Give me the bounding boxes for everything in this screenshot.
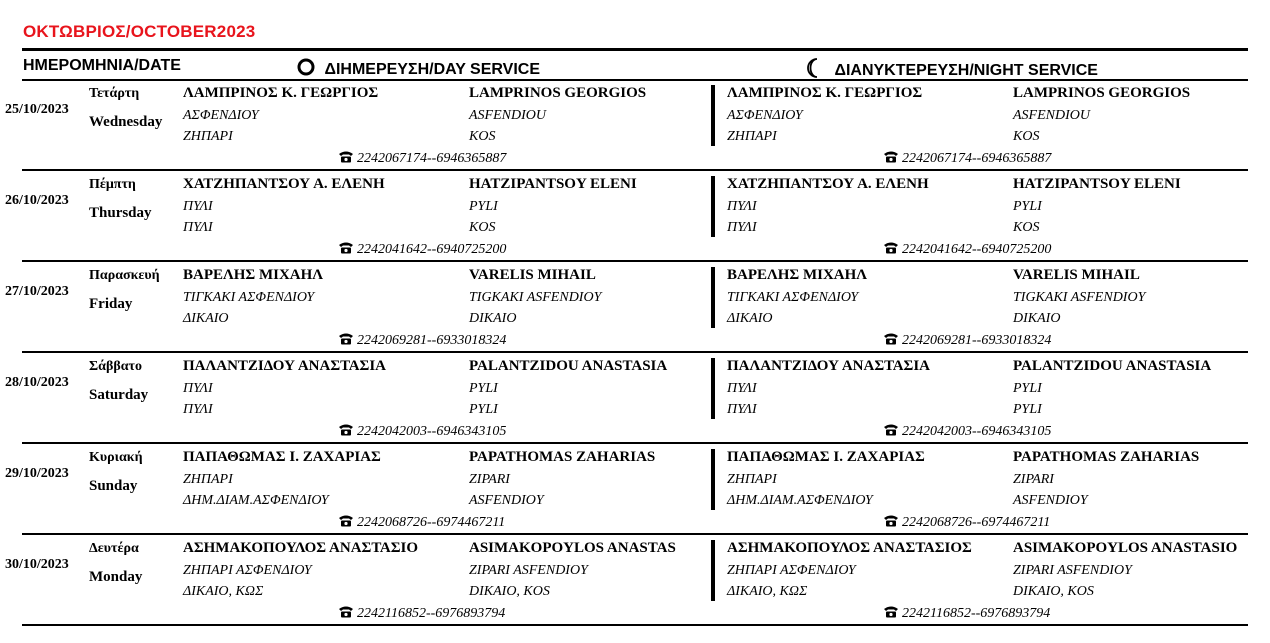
day-address-line2-greek: ΖΗΠΑΡΙ [183,129,233,144]
date-column-header: ΗΜΕΡΟΜΗΝΙΑ/DATE [23,57,181,74]
page-title: ΟΚΤΩΒΡΙΟΣ/OCTOBER2023 [23,22,256,41]
column-divider [711,267,715,328]
phone-icon [883,241,899,254]
column-divider [711,176,715,237]
schedule-row [0,354,1270,445]
night-address-line2-greek: ΔΙΚΑΙΟ [727,311,773,326]
schedule-row [0,172,1270,263]
day-phone [338,150,506,167]
row-day-english: Sunday [89,478,138,494]
header-top-rule [22,48,1248,51]
night-pharmacist-name-greek: ΠΑΠΑΘΩΜΑΣ Ι. ΖΑΧΑΡΙΑΣ [727,449,925,465]
row-separator [22,260,1248,262]
day-address-line1-latin: PYLI [469,199,498,214]
day-address-line1-greek: ΖΗΠΑΡΙ ΑΣΦΕΝΔΙΟΥ [183,563,312,578]
column-divider [711,358,715,419]
day-address-line2-latin: DIKAIO, KOS [469,584,550,599]
day-address-line2-greek: ΠΥΛΙ [183,402,213,417]
night-address-line2-greek: ΖΗΠΑΡΙ [727,129,777,144]
day-phone-number: 2242042003--6946343105 [357,424,507,439]
night-pharmacist-name-greek: ΛΑΜΠΡΙΝΟΣ Κ. ΓΕΩΡΓΙΟΣ [727,85,923,101]
day-pharmacist-name-greek: ΛΑΜΠΡΙΝΟΣ Κ. ΓΕΩΡΓΙΟΣ [183,85,379,101]
night-phone [883,332,1051,349]
day-pharmacist-name-greek: ΧΑΤΖΗΠΑΝΤΣΟΥ Α. ΕΛΕΝΗ [183,176,385,192]
day-pharmacist-name-latin: PAPATHOMAS ZAHARIAS [469,449,656,465]
day-phone-number: 2242067174--6946365887 [357,151,507,166]
row-separator [22,169,1248,171]
night-pharmacist-name-latin: PAPATHOMAS ZAHARIAS [1013,449,1200,465]
row-day-english: Friday [89,296,133,312]
phone-icon [338,514,354,527]
row-day-english: Wednesday [89,114,163,130]
day-phone [338,605,505,622]
night-address-line1-greek: ΑΣΦΕΝΔΙΟΥ [727,108,803,123]
night-phone-number: 2242042003--6946343105 [902,424,1052,439]
day-address-line1-latin: ZIPARI [469,472,510,487]
night-address-line2-latin: ASFENDIOY [1013,493,1088,508]
night-phone-number: 2242069281--6933018324 [902,333,1052,348]
day-phone-number: 2242068726--6974467211 [357,515,506,530]
night-address-line1-greek: ΖΗΠΑΡΙ ΑΣΦΕΝΔΙΟΥ [727,563,856,578]
night-phone [883,150,1051,167]
night-address-line2-latin: DIKAIO [1013,311,1061,326]
day-address-line2-latin: DIKAIO [469,311,517,326]
night-address-line2-greek: ΔΙΚΑΙΟ, ΚΩΣ [727,584,808,599]
night-phone-number: 2242067174--6946365887 [902,151,1052,166]
row-day-greek: Τετάρτη [89,86,140,101]
night-address-line1-latin: ASFENDIOU [1013,108,1090,123]
day-pharmacist-name-latin: ASIMAKOPOYLOS ANASTAS [469,540,676,556]
day-pharmacist-name-greek: ΑΣΗΜΑΚΟΠΟΥΛΟΣ ΑΝΑΣΤΑΣΙΟ [183,540,419,556]
row-separator [22,624,1248,626]
row-date: 28/10/2023 [5,375,69,390]
phone-icon [883,423,899,436]
day-address-line2-greek: ΔΙΚΑΙΟ, ΚΩΣ [183,584,264,599]
row-day-english: Saturday [89,387,149,403]
night-address-line1-greek: ΤΙΓΚΑΚΙ ΑΣΦΕΝΔΙΟΥ [727,290,859,305]
night-pharmacist-name-latin: LAMPRINOS GEORGIOS [1013,85,1191,101]
row-date: 30/10/2023 [5,557,69,572]
night-address-line2-latin: PYLI [1013,402,1042,417]
row-day-greek: Κυριακή [89,450,143,465]
day-address-line1-greek: ΤΙΓΚΑΚΙ ΑΣΦΕΝΔΙΟΥ [183,290,315,305]
day-pharmacist-name-greek: ΒΑΡΕΛΗΣ ΜΙΧΑΗΛ [183,267,324,283]
night-address-line1-latin: ZIPARI ASFENDIOY [1013,563,1132,578]
day-pharmacist-name-latin: VARELIS MIHAIL [469,267,596,283]
night-pharmacist-name-greek: ΠΑΛΑΝΤΖΙΔΟΥ ΑΝΑΣΤΑΣΙΑ [727,358,931,374]
night-address-line1-latin: PYLI [1013,381,1042,396]
night-phone-number: 2242041642--6940725200 [902,242,1052,257]
phone-icon [883,514,899,527]
row-separator [22,442,1248,444]
row-separator [22,351,1248,353]
day-address-line2-greek: ΠΥΛΙ [183,220,213,235]
day-address-line1-latin: TIGKAKI ASFENDIOY [469,290,602,305]
night-address-line1-latin: PYLI [1013,199,1042,214]
column-divider [711,449,715,510]
phone-icon [338,150,354,163]
night-phone [883,241,1051,258]
day-phone [338,332,506,349]
night-pharmacist-name-latin: VARELIS MIHAIL [1013,267,1140,283]
row-day-greek: Δευτέρα [89,541,139,556]
night-address-line1-latin: TIGKAKI ASFENDIOY [1013,290,1146,305]
day-address-line2-greek: ΔΗΜ.ΔΙΑΜ.ΑΣΦΕΝΔΙΟΥ [183,493,329,508]
night-pharmacist-name-latin: ASIMAKOPOYLOS ANASTASIO [1013,540,1238,556]
day-phone-number: 2242069281--6933018324 [357,333,507,348]
night-address-line2-greek: ΠΥΛΙ [727,220,757,235]
night-address-line1-latin: ZIPARI [1013,472,1054,487]
day-address-line1-latin: ZIPARI ASFENDIOY [469,563,588,578]
day-phone [338,241,506,258]
day-address-line1-greek: ΖΗΠΑΡΙ [183,472,233,487]
row-date: 27/10/2023 [5,284,69,299]
day-phone [338,423,506,440]
phone-icon [338,605,354,618]
day-address-line1-latin: PYLI [469,381,498,396]
row-day-english: Thursday [89,205,152,221]
night-phone-number: 2242116852--6976893794 [902,606,1051,621]
day-address-line1-greek: ΠΥΛΙ [183,199,213,214]
row-separator [22,533,1248,535]
day-address-line2-latin: KOS [469,129,496,144]
row-day-english: Monday [89,569,143,585]
row-date: 29/10/2023 [5,466,69,481]
night-phone [883,514,1050,531]
phone-icon [883,332,899,345]
phone-icon [338,241,354,254]
night-service-label: ΔΙΑΝΥΚΤΕΡΕΥΣΗ/NIGHT SERVICE [834,61,1098,79]
night-pharmacist-name-latin: PALANTZIDOU ANASTASIA [1013,358,1212,374]
schedule-row [0,263,1270,354]
day-pharmacist-name-greek: ΠΑΠΑΘΩΜΑΣ Ι. ΖΑΧΑΡΙΑΣ [183,449,381,465]
night-pharmacist-name-greek: ΒΑΡΕΛΗΣ ΜΙΧΑΗΛ [727,267,868,283]
schedule-row [0,81,1270,172]
night-phone [883,423,1051,440]
night-address-line2-latin: KOS [1013,129,1040,144]
night-address-line2-latin: DIKAIO, KOS [1013,584,1094,599]
day-pharmacist-name-latin: PALANTZIDOU ANASTASIA [469,358,668,374]
column-divider [711,540,715,601]
phone-icon [883,605,899,618]
day-address-line2-latin: ASFENDIOY [469,493,544,508]
night-address-line2-latin: KOS [1013,220,1040,235]
day-pharmacist-name-latin: HATZIPANTSOY ELENI [469,176,637,192]
row-day-greek: Σάββατο [89,359,142,374]
row-date: 26/10/2023 [5,193,69,208]
day-address-line1-greek: ΠΥΛΙ [183,381,213,396]
row-day-greek: Πέμπτη [89,177,136,192]
column-divider [711,85,715,146]
night-address-line2-greek: ΔΗΜ.ΔΙΑΜ.ΑΣΦΕΝΔΙΟΥ [727,493,873,508]
phone-icon [883,150,899,163]
day-address-line2-latin: KOS [469,220,496,235]
night-address-line1-greek: ΠΥΛΙ [727,199,757,214]
phone-icon [338,423,354,436]
night-pharmacist-name-greek: ΧΑΤΖΗΠΑΝΤΣΟΥ Α. ΕΛΕΝΗ [727,176,929,192]
day-service-label: ΔΙΗΜΕΡΕΥΣΗ/DAY SERVICE [324,60,540,78]
schedule-row [0,445,1270,536]
schedule-row [0,536,1270,627]
night-pharmacist-name-greek: ΑΣΗΜΑΚΟΠΟΥΛΟΣ ΑΝΑΣΤΑΣΙΟΣ [727,540,972,556]
night-phone [883,605,1050,622]
night-pharmacist-name-latin: HATZIPANTSOY ELENI [1013,176,1181,192]
night-address-line1-greek: ΠΥΛΙ [727,381,757,396]
phone-icon [338,332,354,345]
day-pharmacist-name-greek: ΠΑΛΑΝΤΖΙΔΟΥ ΑΝΑΣΤΑΣΙΑ [183,358,387,374]
row-day-greek: Παρασκευή [89,268,160,283]
night-address-line1-greek: ΖΗΠΑΡΙ [727,472,777,487]
day-phone-number: 2242041642--6940725200 [357,242,507,257]
night-address-line2-greek: ΠΥΛΙ [727,402,757,417]
day-address-line1-greek: ΑΣΦΕΝΔΙΟΥ [183,108,259,123]
day-pharmacist-name-latin: LAMPRINOS GEORGIOS [469,85,647,101]
day-address-line2-latin: PYLI [469,402,498,417]
day-phone [338,514,505,531]
day-address-line2-greek: ΔΙΚΑΙΟ [183,311,229,326]
night-phone-number: 2242068726--6974467211 [902,515,1051,530]
day-address-line1-latin: ASFENDIOU [469,108,546,123]
row-date: 25/10/2023 [5,102,69,117]
day-phone-number: 2242116852--6976893794 [357,606,506,621]
